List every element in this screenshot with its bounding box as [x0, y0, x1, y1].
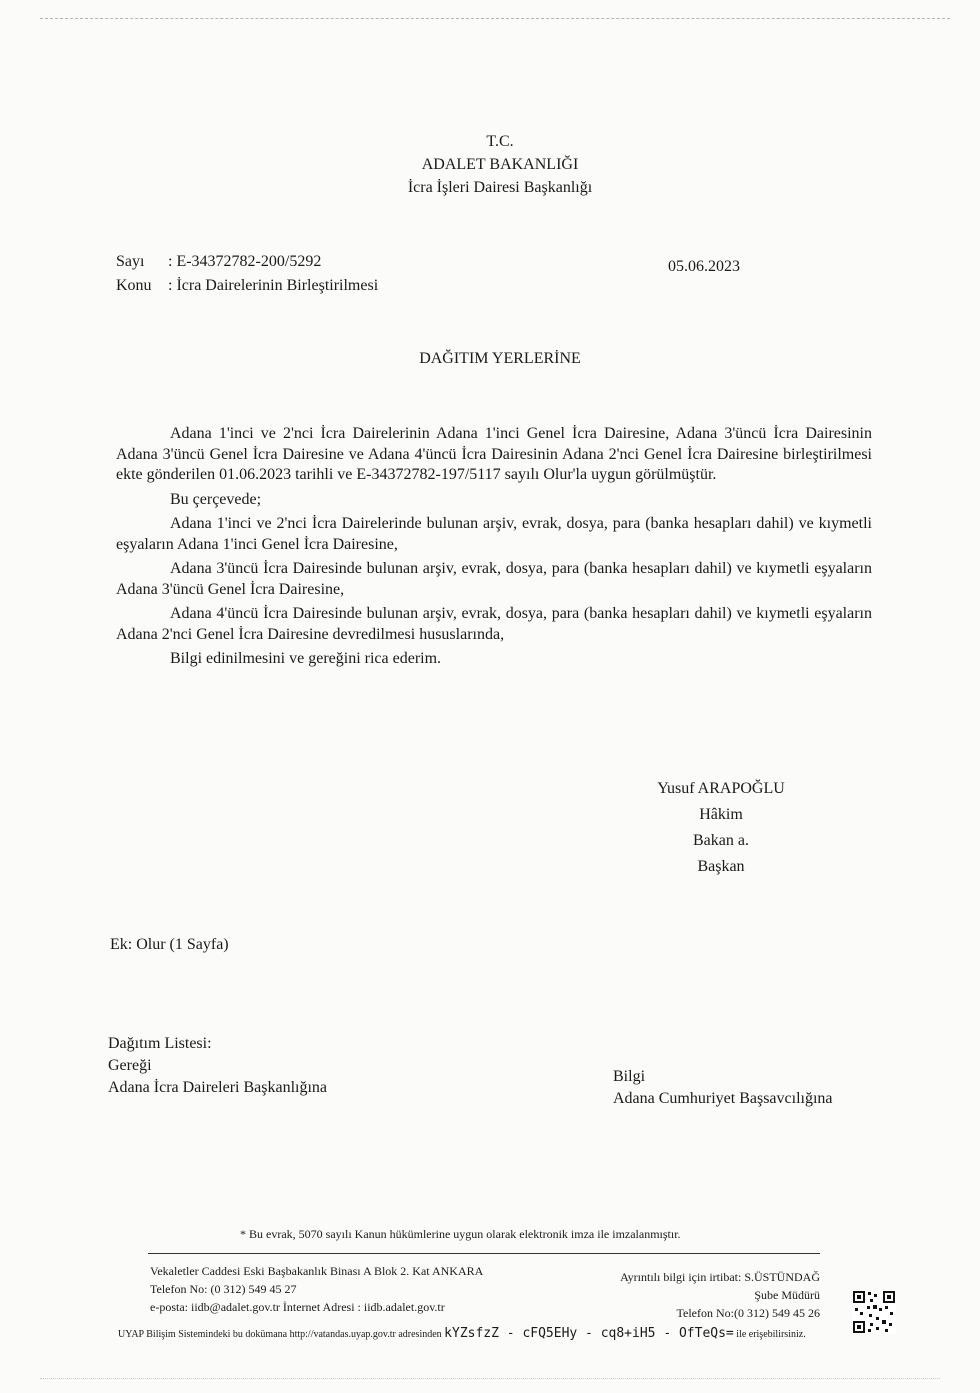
distribution-list: [108, 1033, 327, 1099]
signer-title: Bakan a.: [693, 832, 749, 849]
recipients-title: DAĞITIM YERLERİNE: [419, 350, 581, 367]
distribution-title: Dağıtım Listesi:: [108, 1035, 212, 1052]
header-line-ministry: ADALET BAKANLIĞI: [421, 156, 579, 173]
distribution-bilgi: [613, 1066, 833, 1110]
distribution-gereği-value: Adana İcra Daireleri Başkanlığına: [108, 1079, 328, 1096]
uyap-suffix: ile erişebilirsiniz.: [736, 1329, 806, 1340]
paragraph: Bu çerçevede;: [170, 490, 262, 508]
document-date: 05.06.2023: [668, 258, 740, 275]
footer-email: e-posta: iidb@adalet.gov.tr İnternet Adresi : iidb.adalet.gov.tr: [150, 1300, 445, 1314]
uyap-code: kYZsfzZ - cFQ5EHy - cq8+iH5 - OfTeQs=: [444, 1326, 734, 1341]
sayi-row: [116, 250, 378, 274]
uyap-access-note: [118, 1326, 806, 1341]
sayi-label: Sayı: [116, 253, 145, 270]
header-line-tc: T.C.: [486, 133, 514, 150]
signer-title: Başkan: [697, 858, 745, 875]
footer-divider: [148, 1253, 820, 1254]
signer-title: Hâkim: [699, 806, 743, 823]
paragraph: Adana 3'üncü İcra Dairesinde bulunan arşiv, evrak, dosya, para (banka hesapları dahil) ve kıymetli eşyaların Adana 3'üncü Genel İcra Dairesine,: [116, 560, 872, 598]
footer-contact-person: Ayrıntılı bilgi için irtibat: S.ÜSTÜNDAĞ: [620, 1270, 820, 1284]
signature-block: [648, 776, 794, 880]
distribution-bilgi-label: Bilgi: [613, 1068, 646, 1085]
sayi-value: : E-34372782-200/5292: [168, 253, 322, 270]
paragraph: Adana 1'inci ve 2'nci İcra Dairelerinde bulunan arşiv, evrak, dosya, para (banka hesapları dahil) ve kıymetli eşyaların Adana 1'inci Genel İcra Dairesine,: [116, 515, 872, 553]
paragraph: Bilgi edinilmesini ve gereğini rica ederim.: [170, 650, 442, 667]
distribution-bilgi-value: Adana Cumhuriyet Başsavcılığına: [613, 1090, 833, 1107]
footer-contact-title: Şube Müdürü: [754, 1288, 820, 1302]
footer-address: Vekaletler Caddesi Eski Başbakanlık Binası A Blok 2. Kat ANKARA: [150, 1264, 484, 1278]
attachment-note: Ek: Olur (1 Sayfa): [110, 936, 229, 953]
document-meta: [116, 250, 378, 298]
document-header: [0, 130, 980, 199]
footer-contact-right: [594, 1268, 820, 1322]
header-line-department: İcra İşleri Dairesi Başkanlığı: [407, 179, 593, 196]
scan-artifact-line: [40, 1378, 940, 1379]
signer-name: Yusuf ARAPOĞLU: [657, 780, 785, 797]
footer-contact-phone: Telefon No:(0 312) 549 45 26: [676, 1306, 820, 1320]
uyap-prefix: UYAP Bilişim Sistemindeki bu dokümana http://vatandas.uyap.gov.tr adresinden: [118, 1329, 442, 1340]
konu-row: [116, 274, 378, 298]
qr-code-icon: [852, 1290, 896, 1334]
e-signature-note: * Bu evrak, 5070 sayılı Kanun hükümlerine uygun olarak elektronik imza ile imzalanmıştır.: [240, 1227, 681, 1241]
paragraph: Adana 1'inci ve 2'nci İcra Dairelerinin Adana 1'inci Genel İcra Dairesine, Adana 3'üncü İcra Dairesinin Adana 3'üncü Genel İcra Dairesine ve Adana 4'üncü İcra Dairesinin Adana 2'nci Genel İcra Dairesine birleştirilmesi ekte gönderilen 01.06.2023 tarihli ve E-34372782-197/5117 sayılı Olur'la uygun görülmüştür.: [116, 425, 872, 483]
konu-label: Konu: [116, 277, 152, 294]
footer-phone: Telefon No: (0 312) 549 45 27: [150, 1282, 297, 1296]
paragraph: Adana 4'üncü İcra Dairesinde bulunan arşiv, evrak, dosya, para (banka hesapları dahil) ve kıymetli eşyaların Adana 2'nci Genel İcra Dairesine devredilmesi hususlarında,: [116, 605, 872, 643]
footer-contact-left: [150, 1262, 483, 1316]
document-body: [116, 424, 872, 670]
scan-artifact-line: [40, 18, 950, 19]
konu-value: : İcra Dairelerinin Birleştirilmesi: [168, 277, 379, 294]
distribution-gereği-label: Gereği: [108, 1057, 152, 1074]
